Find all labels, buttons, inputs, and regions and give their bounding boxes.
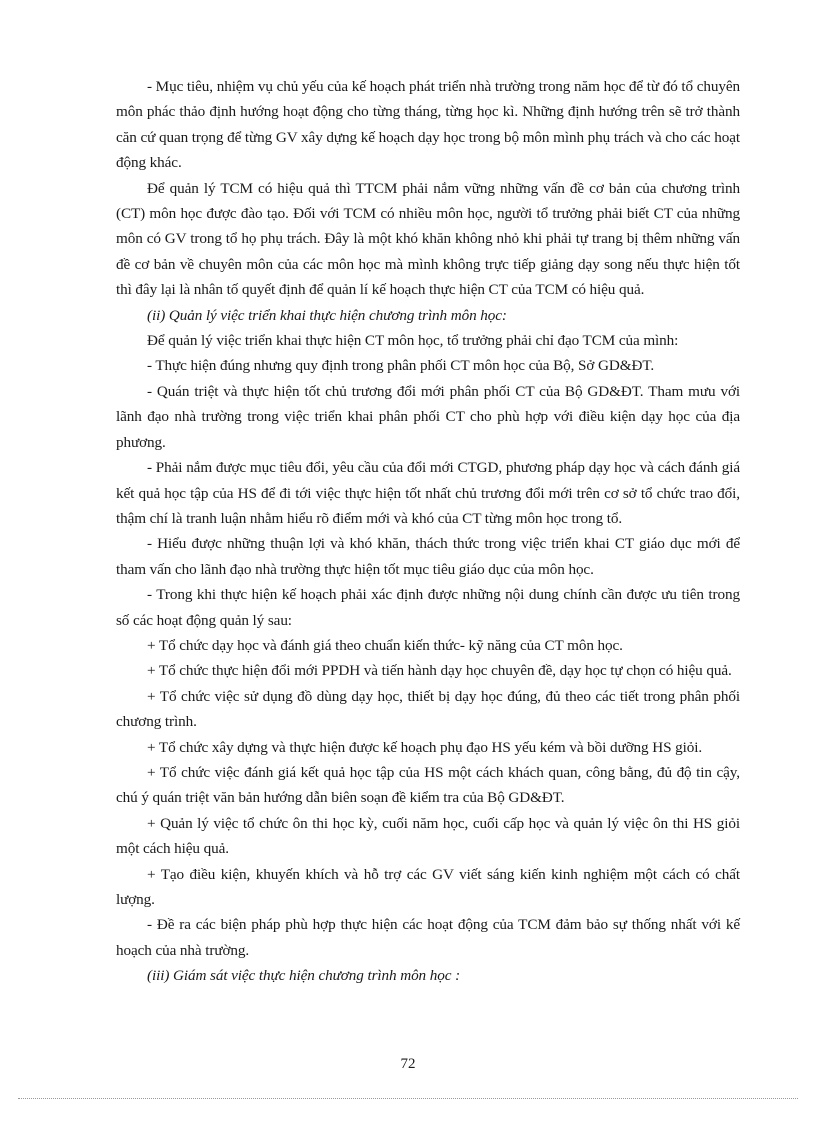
- list-item: + Quản lý việc tổ chức ôn thi học kỳ, cuối năm học, cuối cấp học và quản lý việc ôn thi HS giỏi một cách hiệu quả.: [116, 814, 740, 858]
- body-text: [116, 74, 740, 989]
- paragraph: - Hiểu được những thuận lợi và khó khăn, thách thức trong việc triển khai CT giáo dục mới để tham vấn cho lãnh đạo nhà trường thực hiện tốt mục tiêu giáo dục của môn học.: [116, 535, 740, 578]
- paragraph: - Quán triệt và thực hiện tốt chủ trương đổi mới phân phối CT của Bộ GD&ĐT. Tham mưu với lãnh đạo nhà trường trong việc triển khai phân phối CT cho phù hợp với điều kiện dạy học của địa phương.: [116, 382, 740, 451]
- list-item: + Tổ chức việc sử dụng đồ dùng dạy học, thiết bị dạy học đúng, đủ theo các tiết trong phân phối chương trình.: [116, 687, 740, 731]
- paragraph: Để quản lý TCM có hiệu quả thì TTCM phải nắm vững những vấn đề cơ bản của chương trình (CT) môn học được đào tạo. Đối với TCM có nhiều môn học, người tổ trưởng phải biết CT của những môn có GV trong tổ họ phụ trách. Đây là một khó khăn không nhỏ khi phải tự trang bị thêm những vấn đề cơ bản về chuyên môn của các môn học mà mình không trực tiếp giảng dạy song nếu thực hiện tốt thì đây lại là nhân tố quyết định để quản lí kế hoạch thực hiện CT của TCM có hiệu quả.: [116, 179, 740, 299]
- section-heading: (iii) Giám sát việc thực hiện chương trình môn học :: [147, 967, 461, 985]
- paragraph: - Phải nắm được mục tiêu đổi, yêu cầu của đổi mới CTGD, phương pháp dạy học và cách đánh giá kết quả học tập của HS để đi tới việc thực hiện tốt nhất chủ trương đổi mới trên cơ sở tổ chức trao đổi, thậm chí là tranh luận nhằm hiểu rõ điểm mới và khó của CT từng môn học trong tổ.: [116, 459, 740, 527]
- list-item: + Tạo điều kiện, khuyến khích và hỗ trợ các GV viết sáng kiến kinh nghiệm một cách có chất lượng.: [116, 865, 740, 908]
- section-heading: (ii) Quản lý việc triển khai thực hiện chương trình môn học:: [147, 306, 507, 324]
- paragraph: - Thực hiện đúng nhưng quy định trong phân phối CT môn học của Bộ, Sở GD&ĐT.: [147, 357, 655, 375]
- list-item: + Tổ chức việc đánh giá kết quả học tập của HS một cách khách quan, công bằng, đủ độ tin cậy, chú ý quán triệt văn bản hướng dẫn biên soạn đề kiểm tra của Bộ GD&ĐT.: [116, 763, 740, 807]
- paragraph: - Mục tiêu, nhiệm vụ chủ yếu của kế hoạch phát triển nhà trường trong năm học để từ đó tổ chuyên môn phác thảo định hướng hoạt động cho từng tháng, từng học kì. Những định hướng trên sẽ trở thành căn cứ quan trọng để từng GV xây dựng kế hoạch dạy học trong bộ môn mình phụ trách và cho các hoạt động khác.: [116, 78, 740, 172]
- paragraph: - Đề ra các biện pháp phù hợp thực hiện các hoạt động của TCM đảm bảo sự thống nhất với kế hoạch của nhà trường.: [116, 916, 740, 959]
- list-item: + Tổ chức xây dựng và thực hiện được kế hoạch phụ đạo HS yếu kém và bồi dưỡng HS giỏi.: [147, 738, 703, 756]
- list-item: + Tổ chức thực hiện đổi mới PPDH và tiến hành dạy học chuyên đề, dạy học tự chọn có hiệu quả.: [147, 662, 732, 680]
- paragraph: Để quản lý việc triển khai thực hiện CT môn học, tổ trưởng phải chỉ đạo TCM của mình:: [147, 332, 679, 350]
- paragraph: - Trong khi thực hiện kế hoạch phải xác định được những nội dung chính cần được ưu tiên trong số các hoạt động quản lý sau:: [116, 586, 740, 629]
- list-item: + Tổ chức dạy học và đánh giá theo chuẩn kiến thức- kỹ năng của CT môn học.: [147, 636, 623, 654]
- page-number: 72: [400, 1056, 416, 1072]
- page-bottom-divider: [18, 1098, 798, 1099]
